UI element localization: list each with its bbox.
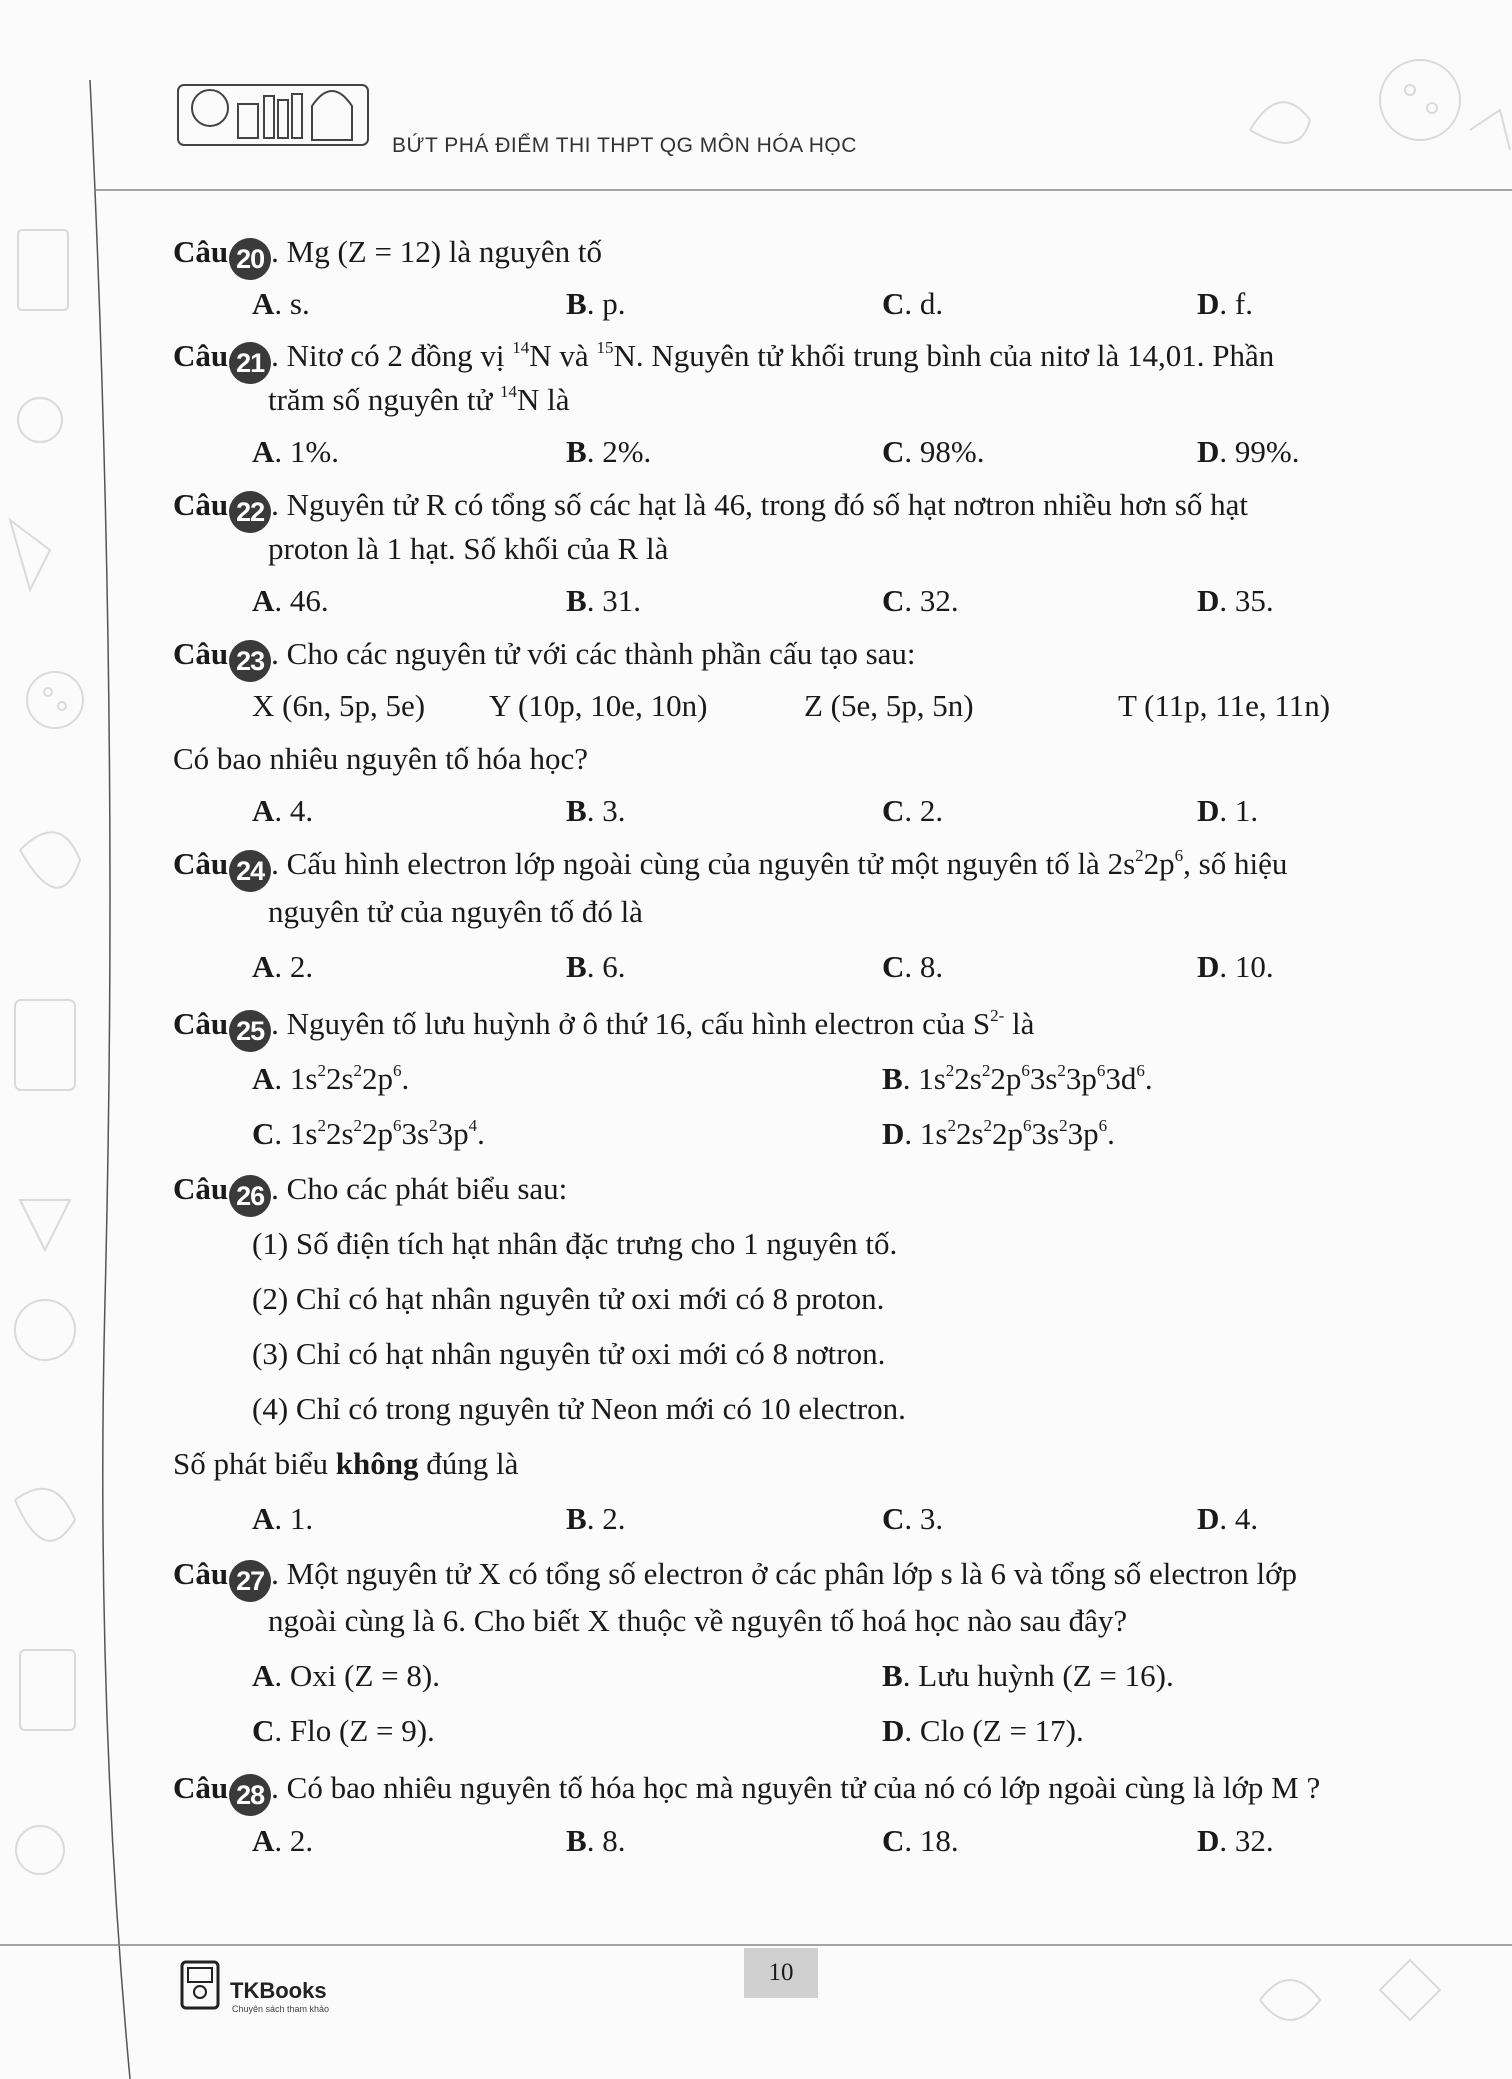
option-c: C. 32.: [882, 583, 959, 618]
option-b: B. 6.: [566, 949, 626, 984]
question-text-continued: proton là 1 hạt. Số khối của R là: [268, 531, 669, 566]
atom-x: X (6n, 5p, 5e): [252, 688, 426, 723]
question-20: [173, 230, 602, 280]
option-d: D. f.: [1197, 286, 1253, 321]
question-text-continued: nguyên tử của nguyên tố đó là: [268, 894, 643, 929]
option-d: D. Clo (Z = 17).: [882, 1713, 1084, 1748]
option-c: C. $1s^22s^22p^63s^23p^4$.: [252, 1116, 485, 1151]
atom-y: Y (10p, 10e, 10n): [489, 688, 708, 723]
option-b: B. $1s^22s^22p^63s^23p^63d^6$.: [882, 1061, 1153, 1096]
statement-1: (1) Số điện tích hạt nhân đặc trưng cho 1 nguyên tố.: [252, 1226, 898, 1261]
option-a: A. 2.: [252, 1823, 314, 1858]
page-number: 10: [744, 1948, 818, 1998]
option-c: C. Flo (Z = 9).: [252, 1713, 435, 1748]
option-c: C. 3.: [882, 1501, 944, 1536]
statement-2: (2) Chỉ có hạt nhân nguyên tử oxi mới có 8 proton.: [252, 1281, 885, 1316]
atom-t: T (11p, 11e, 11n): [1118, 688, 1331, 723]
question-27: Câu 27 . Một nguyên tử X có tổng số electron ở các phân lớp s là 6 và tổng số electron lớp: [173, 1552, 1297, 1602]
statement-4: (4) Chỉ có trong nguyên tử Neon mới có 10 electron.: [252, 1391, 906, 1426]
question-number: 24: [229, 850, 271, 892]
question-ask: Số phát biểu không đúng là: [173, 1446, 519, 1481]
question-number: 28: [229, 1774, 271, 1816]
option-c: C. d.: [882, 286, 944, 321]
option-a: A. 4.: [252, 793, 314, 828]
question-ask: Có bao nhiêu nguyên tố hóa học?: [173, 741, 588, 776]
option-c: C. 2.: [882, 793, 944, 828]
question-26: Câu 26 . Cho các phát biểu sau:: [173, 1167, 567, 1217]
option-d: D. 1.: [1197, 793, 1259, 828]
question-number: 25: [229, 1010, 271, 1052]
option-b: B. Lưu huỳnh (Z = 16).: [882, 1658, 1174, 1693]
question-label: Câu: [173, 234, 229, 269]
question-23: Câu 23 . Cho các nguyên tử với các thành phần cấu tạo sau:: [173, 632, 916, 682]
atom-z: Z (5e, 5p, 5n): [804, 688, 974, 723]
option-b: B. 3.: [566, 793, 626, 828]
brand-tagline: Chuyên sách tham khảo: [232, 2004, 330, 2014]
option-a: A. Oxi (Z = 8).: [252, 1658, 440, 1693]
option-d: D. 99%.: [1197, 434, 1300, 469]
question-25: Câu 25 . Nguyên tố lưu huỳnh ở ô thứ 16, cấu hình electron của $S^{2-}$ là: [173, 1002, 1034, 1052]
option-d: D. 35.: [1197, 583, 1274, 618]
option-c: C. 18.: [882, 1823, 959, 1858]
question-number: 26: [229, 1175, 271, 1217]
question-number: 23: [229, 640, 271, 682]
option-d: D. 10.: [1197, 949, 1274, 984]
brand-name: TKBooks: [230, 1978, 327, 2003]
question-text-continued: trăm số nguyên tử $^{14}$N là: [268, 382, 570, 417]
option-a: A. 2.: [252, 949, 314, 984]
option-c: C. 8.: [882, 949, 944, 984]
option-a: A. 46.: [252, 583, 329, 618]
question-number: 21: [229, 342, 271, 384]
question-28: Câu 28 . Có bao nhiêu nguyên tố hóa học mà nguyên tử của nó có lớp ngoài cùng là lớp M ?: [173, 1766, 1320, 1816]
option-d: D. 32.: [1197, 1823, 1274, 1858]
option-b: B. 8.: [566, 1823, 626, 1858]
question-number: 22: [229, 491, 271, 533]
option-a: A. 1.: [252, 1501, 314, 1536]
question-24: Câu 24 . Cấu hình electron lớp ngoài cùng của nguyên tử một nguyên tố là $2s^22p^6$, số hiệu: [173, 842, 1287, 892]
header-title: BỨT PHÁ ĐIỂM THI THPT QG MÔN HÓA HỌC: [392, 134, 857, 157]
question-number: 27: [229, 1560, 271, 1602]
question-text: . Mg (Z = 12) là nguyên tố: [271, 234, 603, 269]
option-b: B. p.: [566, 286, 626, 321]
option-a: A. $1s^22s^22p^6$.: [252, 1061, 410, 1096]
option-d: D. $1s^22s^22p^63s^23p^6$.: [882, 1116, 1115, 1151]
option-b: B. 2.: [566, 1501, 626, 1536]
question-21: Câu 21 . Nitơ có 2 đồng vị $^{14}$N và $^{15}$N. Nguyên tử khối trung bình của nitơ là 14,01. Phần: [173, 334, 1274, 384]
option-b: B. 2%.: [566, 434, 652, 469]
option-d: D. 4.: [1197, 1501, 1259, 1536]
option-a: A. s.: [252, 286, 310, 321]
option-b: B. 31.: [566, 583, 641, 618]
statement-3: (3) Chỉ có hạt nhân nguyên tử oxi mới có 8 nơtron.: [252, 1336, 886, 1371]
option-a: A. 1%.: [252, 434, 339, 469]
question-text-continued: ngoài cùng là 6. Cho biết X thuộc về nguyên tố hoá học nào sau đây?: [268, 1603, 1128, 1638]
question-number: 20: [229, 238, 271, 280]
option-c: C. 98%.: [882, 434, 985, 469]
question-22: Câu 22 . Nguyên tử R có tổng số các hạt là 46, trong đó số hạt nơtron nhiều hơn số hạt: [173, 483, 1248, 533]
book-logo-icon: [178, 1958, 224, 2014]
